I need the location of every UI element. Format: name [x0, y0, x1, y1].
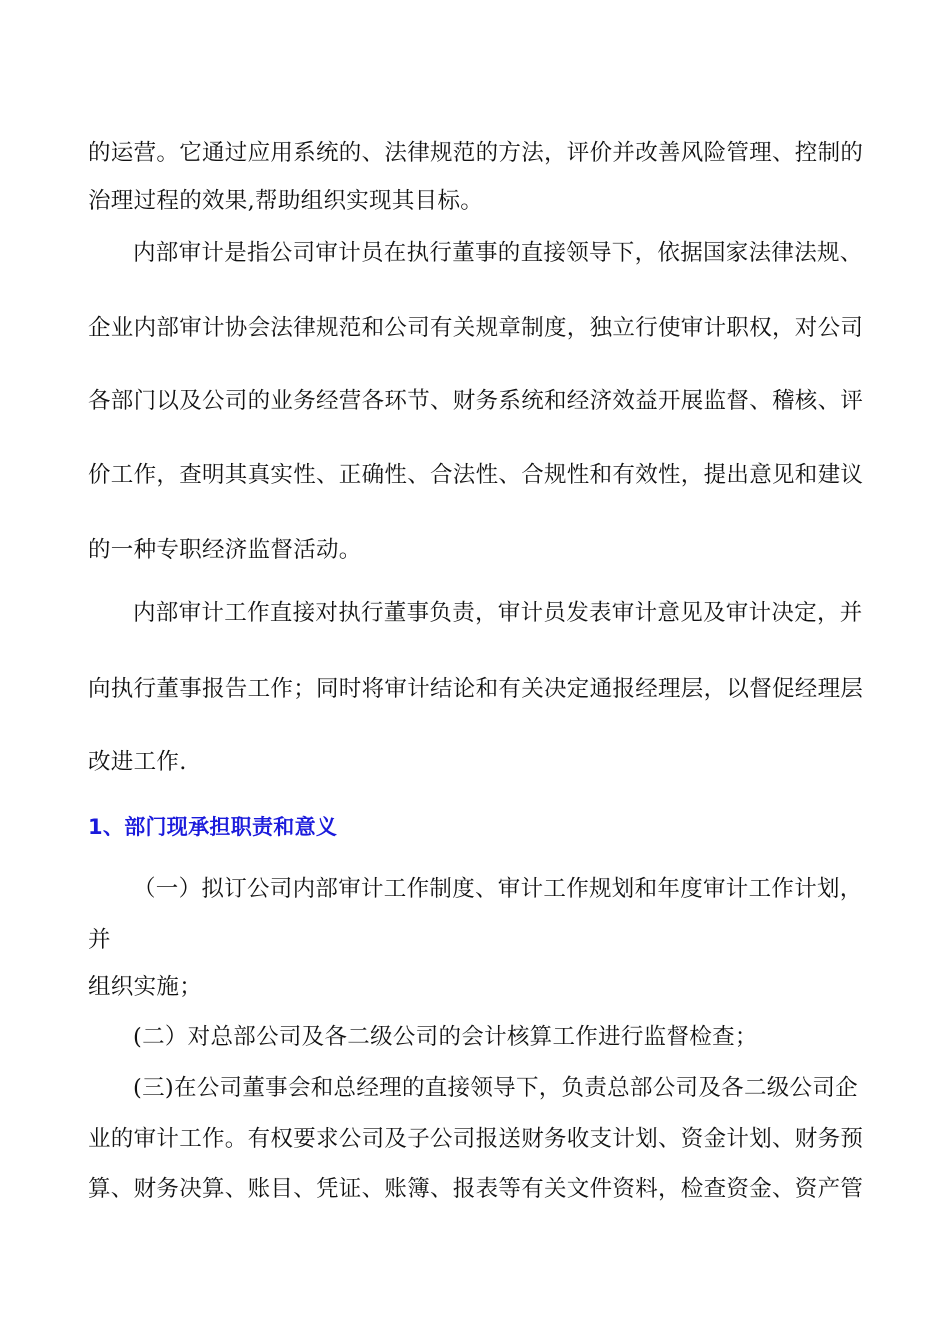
- paragraph-line: 改进工作.: [88, 749, 187, 775]
- list-item-line: 并: [88, 927, 111, 953]
- paragraph-line: 企业内部审计协会法律规范和公司有关规章制度，独立行使审计职权，对公司: [88, 315, 864, 341]
- list-item-line: 业的审计工作。有权要求公司及子公司报送财务收支计划、资金计划、财务预: [88, 1126, 864, 1152]
- paragraph-line: 内部审计是指公司审计员在执行董事的直接领导下，依据国家法律法规、: [133, 240, 863, 266]
- list-item-line: (三)在公司董事会和总经理的直接领导下，负责总部公司及各二级公司企: [133, 1075, 858, 1101]
- list-item-line: 组织实施；: [88, 974, 203, 1000]
- section-heading: 1、部门现承担职责和意义: [88, 815, 338, 839]
- list-item-line: （一）拟订公司内部审计工作制度、审计工作规划和年度审计工作计划，: [133, 876, 863, 902]
- paragraph-line: 的一种专职经济监督活动。: [88, 537, 362, 563]
- paragraph-line: 向执行董事报告工作；同时将审计结论和有关决定通报经理层，以督促经理层: [88, 676, 864, 702]
- paragraph-line: 价工作，查明其真实性、正确性、合法性、合规性和有效性，提出意见和建议: [88, 462, 864, 488]
- paragraph-line: 内部审计工作直接对执行董事负责，审计员发表审计意见及审计决定，并: [133, 600, 863, 626]
- list-item-line: 算、财务决算、账目、凭证、账簿、报表等有关文件资料，检查资金、资产管: [88, 1176, 864, 1202]
- list-item-line: (二）对总部公司及各二级公司的会计核算工作进行监督检查；: [133, 1024, 758, 1050]
- paragraph-line: 的运营。它通过应用系统的、法律规范的方法，评价并改善风险管理、控制的: [88, 140, 864, 166]
- paragraph-line: 治理过程的效果,帮助组织实现其目标。: [88, 188, 484, 214]
- paragraph-line: 各部门以及公司的业务经营各环节、财务系统和经济效益开展监督、稽核、评: [88, 388, 864, 414]
